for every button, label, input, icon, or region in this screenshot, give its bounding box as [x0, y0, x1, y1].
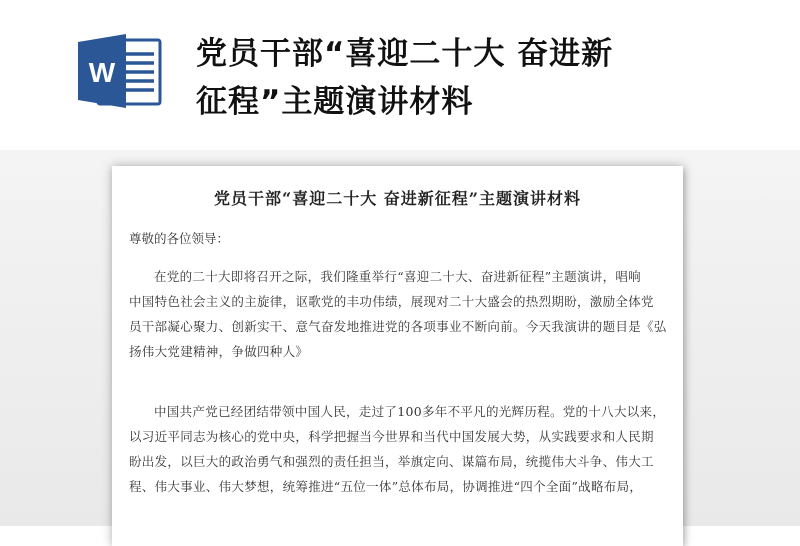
paragraph-line: 盼出发，以巨大的政治勇气和强烈的责任担当，举旗定向、谋篇布局，统揽伟大斗争、伟大工: [129, 454, 654, 469]
header-title: [196, 30, 786, 126]
paragraph-line: 在党的二十大即将召开之际，我们隆重举行“喜迎二十大、奋进新征程”主题演讲，唱响: [154, 269, 641, 284]
paragraph: [129, 399, 669, 499]
header-title-line: 党员干部“喜迎二十大 奋进新: [196, 36, 614, 72]
paragraph: [129, 264, 669, 364]
paragraph-line: 以习近平同志为核心的党中央，科学把握当今世界和当代中国发展大势，从实践要求和人民期: [129, 429, 654, 444]
header-title-line: 征程”主题演讲材料: [196, 84, 474, 120]
paragraph-line: 扬伟大党建精神，争做四种人》: [129, 344, 309, 359]
word-document-icon: [78, 34, 162, 108]
document-page: [112, 166, 683, 546]
paragraph-line: 员干部凝心聚力、创新实干、意气奋发地推进党的各项事业不断向前。今天我演讲的题目是《弘: [129, 319, 667, 334]
salutation: 尊敬的各位领导：: [129, 231, 230, 246]
paragraph-line: 中国特色社会主义的主旋律，讴歌党的丰功伟绩，展现对二十大盛会的热烈期盼，激励全体党: [129, 294, 654, 309]
icon-letter: W: [88, 57, 116, 88]
paragraph-line: 程、伟大事业、伟大梦想，统筹推进“五位一体”总体布局，协调推进“四个全面”战略布局，: [129, 479, 643, 494]
paragraph-line: 中国共产党已经团结带领中国人民，走过了100多年不平凡的光辉历程。党的十八大以来，: [154, 404, 666, 419]
document-title: 党员干部“喜迎二十大 奋进新征程”主题演讲材料: [214, 189, 581, 208]
